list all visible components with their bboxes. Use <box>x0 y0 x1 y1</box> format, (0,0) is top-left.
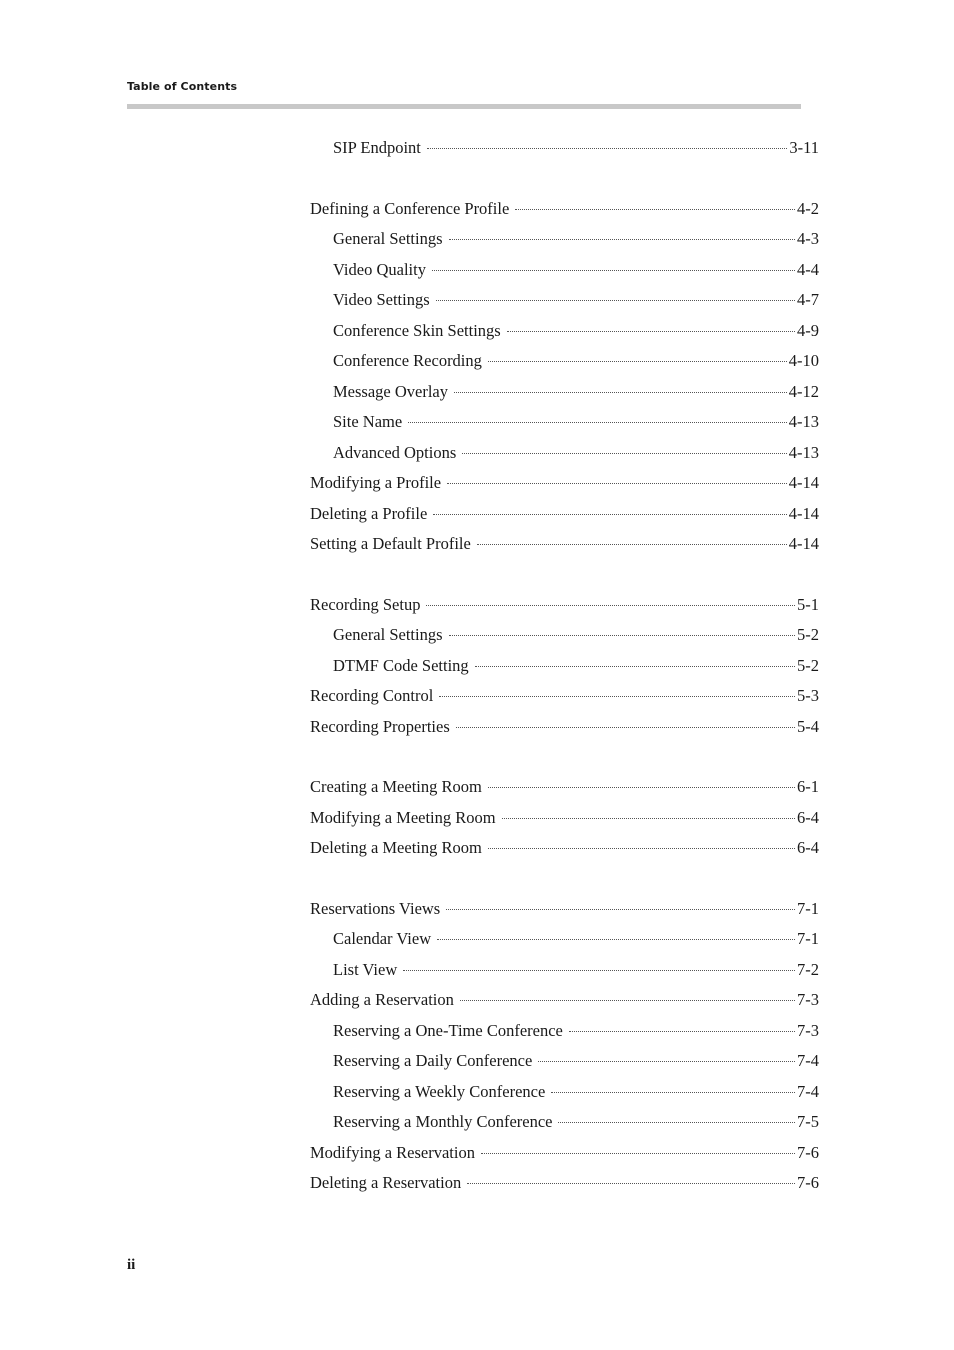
toc-entry-page-number: 7-4 <box>797 1081 819 1101</box>
toc-entry[interactable] <box>310 194 819 225</box>
toc-entry-page-number: 7-1 <box>797 929 819 948</box>
toc-entry-title: Modifying a Meeting Room <box>310 807 496 827</box>
table-of-contents <box>310 133 819 1199</box>
toc-entry-page-number: 5-1 <box>797 594 819 614</box>
toc-entry-page-number: 4-14 <box>788 503 819 523</box>
dot-leader <box>467 1183 795 1184</box>
toc-entry[interactable] <box>310 499 819 530</box>
toc-entry-page-number: 7-6 <box>797 1142 819 1162</box>
header-rule <box>127 104 801 109</box>
dot-leader <box>507 331 795 332</box>
dot-leader <box>446 909 795 910</box>
dot-leader <box>488 361 787 362</box>
toc-entry-page-number: 5-3 <box>797 686 819 705</box>
toc-entry-page-number: 4-14 <box>788 534 819 553</box>
toc-entry-title: General Settings <box>333 625 443 644</box>
dot-leader <box>462 453 786 454</box>
dot-leader <box>433 514 786 515</box>
toc-entry[interactable] <box>310 1016 819 1047</box>
toc-entry-title: Deleting a Profile <box>310 503 428 523</box>
toc-entry-title: DTMF Code Setting <box>333 655 469 675</box>
toc-entry-page-number: 4-9 <box>797 320 819 340</box>
toc-entry[interactable] <box>310 1138 819 1169</box>
toc-entry-title: General Settings <box>333 229 443 248</box>
dot-leader <box>439 696 795 697</box>
dot-leader <box>449 239 795 240</box>
dot-leader <box>449 635 795 636</box>
dot-leader <box>475 666 795 667</box>
dot-leader <box>538 1061 795 1062</box>
toc-entry-title: Calendar View <box>333 929 432 948</box>
toc-entry[interactable] <box>310 224 819 255</box>
toc-entry-title: Message Overlay <box>333 381 449 401</box>
toc-entry[interactable] <box>310 1046 819 1077</box>
toc-entry-title: Reserving a Weekly Conference <box>333 1081 546 1101</box>
toc-entry-title: Site Name <box>333 412 403 431</box>
toc-entry[interactable] <box>310 924 819 955</box>
dot-leader <box>569 1031 795 1032</box>
toc-entry[interactable] <box>310 407 819 438</box>
toc-entry-page-number: 7-3 <box>797 990 819 1009</box>
toc-entry-title: Adding a Reservation <box>310 990 454 1009</box>
toc-entry-title: Reserving a Daily Conference <box>333 1051 533 1070</box>
toc-entry-page-number: 7-3 <box>797 1020 819 1040</box>
toc-entry[interactable] <box>310 1077 819 1108</box>
dot-leader <box>437 939 795 940</box>
toc-entry-title: Defining a Conference Profile <box>310 198 510 218</box>
toc-entry[interactable] <box>310 894 819 925</box>
dot-leader <box>515 209 795 210</box>
dot-leader <box>432 270 795 271</box>
toc-entry[interactable] <box>310 985 819 1016</box>
toc-entry-title: Recording Control <box>310 686 434 705</box>
toc-entry[interactable] <box>310 772 819 803</box>
dot-leader <box>558 1122 795 1123</box>
toc-entry[interactable] <box>310 712 819 743</box>
dot-leader <box>502 818 795 819</box>
toc-entry-title: List View <box>333 959 398 979</box>
toc-entry-title: Reserving a One-Time Conference <box>333 1020 563 1040</box>
dot-leader <box>460 1000 795 1001</box>
toc-entry-page-number: 5-2 <box>797 655 819 675</box>
toc-entry[interactable] <box>310 620 819 651</box>
toc-entry-title: Video Settings <box>333 290 430 309</box>
dot-leader <box>551 1092 795 1093</box>
toc-entry-title: Advanced Options <box>333 442 457 462</box>
dot-leader <box>488 848 795 849</box>
toc-entry[interactable] <box>310 651 819 682</box>
toc-entry-page-number: 4-7 <box>797 290 819 309</box>
toc-entry-page-number: 3-11 <box>789 138 819 157</box>
dot-leader <box>427 148 788 149</box>
dot-leader <box>481 1153 795 1154</box>
toc-entry-page-number: 6-1 <box>797 777 819 796</box>
toc-entry-page-number: 4-13 <box>788 442 819 462</box>
toc-entry-page-number: 6-4 <box>797 838 819 857</box>
toc-entry-title: Creating a Meeting Room <box>310 777 482 796</box>
toc-entry-page-number: 4-4 <box>797 259 819 279</box>
toc-entry[interactable] <box>310 285 819 316</box>
toc-entry-title: Reservations Views <box>310 898 441 918</box>
toc-entry[interactable] <box>310 255 819 286</box>
toc-entry[interactable] <box>310 316 819 347</box>
toc-entry-page-number: 7-4 <box>797 1051 819 1070</box>
toc-entry-page-number: 6-4 <box>797 807 819 827</box>
dot-leader <box>426 605 795 606</box>
toc-entry[interactable] <box>310 377 819 408</box>
toc-entry-title: Reserving a Monthly Conference <box>333 1112 553 1131</box>
toc-entry-page-number: 7-2 <box>797 959 819 979</box>
toc-entry[interactable] <box>310 955 819 986</box>
toc-entry-page-number: 4-10 <box>788 351 819 370</box>
toc-entry[interactable] <box>310 468 819 499</box>
toc-entry-page-number: 7-5 <box>797 1112 819 1131</box>
toc-entry-title: Video Quality <box>333 259 426 279</box>
toc-entry-page-number: 4-14 <box>788 473 819 492</box>
toc-entry-title: Deleting a Meeting Room <box>310 838 482 857</box>
toc-entry[interactable] <box>310 803 819 834</box>
toc-entry-title: Modifying a Profile <box>310 473 442 492</box>
toc-entry-title: Conference Skin Settings <box>333 320 501 340</box>
toc-entry-page-number: 5-2 <box>797 625 819 644</box>
toc-entry[interactable] <box>310 590 819 621</box>
toc-entry-page-number: 4-13 <box>788 412 819 431</box>
toc-entry-title: Setting a Default Profile <box>310 534 471 553</box>
toc-entry-title: Conference Recording <box>333 351 482 370</box>
dot-leader <box>436 300 795 301</box>
dot-leader <box>456 727 795 728</box>
dot-leader <box>488 787 795 788</box>
dot-leader <box>454 392 787 393</box>
toc-entry-page-number: 4-3 <box>797 229 819 248</box>
toc-entry-page-number: 4-2 <box>797 198 819 218</box>
dot-leader <box>403 970 795 971</box>
toc-entry-title: Recording Properties <box>310 716 450 736</box>
toc-entry-title: Deleting a Reservation <box>310 1173 462 1192</box>
toc-entry[interactable] <box>310 1107 819 1138</box>
toc-entry-page-number: 5-4 <box>797 716 819 736</box>
toc-entry[interactable] <box>310 1168 819 1199</box>
toc-entry-title: Recording Setup <box>310 594 421 614</box>
toc-entry[interactable] <box>310 833 819 864</box>
toc-entry-page-number: 4-12 <box>788 381 819 401</box>
toc-entry[interactable] <box>310 529 819 560</box>
dot-leader <box>447 483 787 484</box>
dot-leader <box>477 544 787 545</box>
toc-entry-title: Modifying a Reservation <box>310 1142 475 1162</box>
toc-entry-title: SIP Endpoint <box>333 138 421 157</box>
toc-entry-page-number: 7-1 <box>797 898 819 918</box>
dot-leader <box>408 422 787 423</box>
toc-entry[interactable] <box>310 346 819 377</box>
toc-entry[interactable] <box>310 681 819 712</box>
toc-entry[interactable] <box>310 438 819 469</box>
toc-entry[interactable] <box>310 133 819 164</box>
page-number: ii <box>127 1257 136 1273</box>
toc-entry-page-number: 7-6 <box>797 1173 819 1192</box>
running-head: Table of Contents <box>127 80 238 93</box>
